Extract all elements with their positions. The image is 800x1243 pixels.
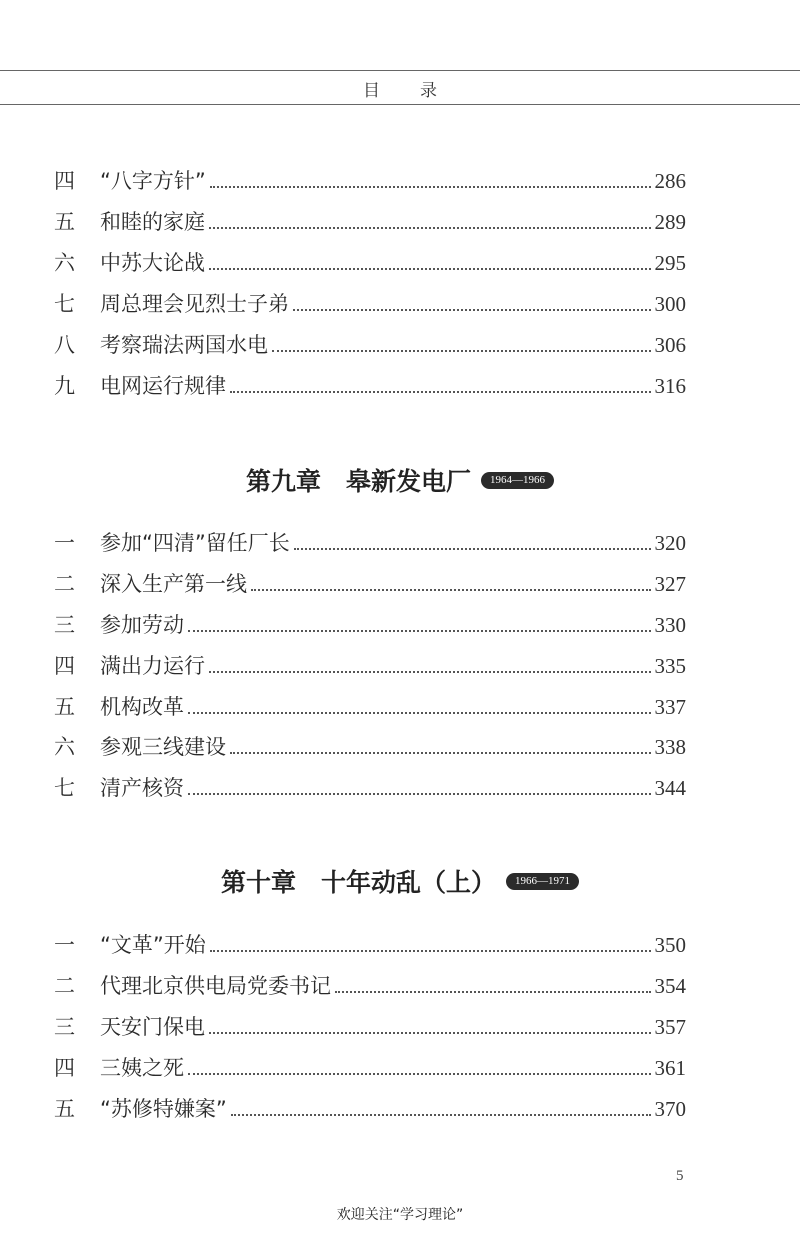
toc-entry-title: 天安门保电 bbox=[100, 1015, 205, 1039]
chapter-heading bbox=[0, 462, 800, 498]
toc-entry-page: 289 bbox=[654, 210, 686, 234]
toc-entry-number: 九 bbox=[54, 374, 75, 398]
toc-entry bbox=[54, 610, 686, 640]
toc-entry bbox=[54, 569, 686, 599]
dot-leader bbox=[188, 629, 651, 632]
dot-leader bbox=[209, 670, 651, 673]
toc-entry-title: 电网运行规律 bbox=[100, 374, 226, 398]
toc-entry-page: 338 bbox=[654, 735, 686, 759]
dot-leader bbox=[210, 185, 651, 188]
toc-entry-page: 344 bbox=[654, 776, 686, 800]
toc-entry bbox=[54, 330, 686, 360]
toc-entry-page: 316 bbox=[654, 374, 686, 398]
dot-leader bbox=[272, 349, 651, 352]
toc-entry-title: 机构改革 bbox=[100, 695, 184, 719]
dot-leader bbox=[188, 792, 651, 795]
toc-entry-page: 327 bbox=[654, 572, 686, 596]
toc-entry-page: 337 bbox=[654, 695, 686, 719]
toc-entry bbox=[54, 773, 686, 803]
toc-entry-page: 361 bbox=[654, 1056, 686, 1080]
dot-leader bbox=[231, 1113, 651, 1116]
page-header-title: 目录 bbox=[363, 81, 477, 101]
toc-entry-title: 周总理会见烈士子弟 bbox=[100, 292, 289, 316]
toc-entry bbox=[54, 166, 686, 196]
toc-entry-number: 七 bbox=[54, 292, 75, 316]
dot-leader bbox=[188, 711, 651, 714]
toc-entry-title: 考察瑞法两国水电 bbox=[100, 333, 268, 357]
toc-entry-title: 清产核资 bbox=[100, 776, 184, 800]
dot-leader bbox=[210, 949, 651, 952]
toc-entry-number: 六 bbox=[54, 251, 75, 275]
toc-entry-title: 参观三线建设 bbox=[100, 735, 226, 759]
toc-entry bbox=[54, 692, 686, 722]
toc-entry bbox=[54, 732, 686, 762]
toc-entry-number: 八 bbox=[54, 333, 75, 357]
toc-entry-page: 370 bbox=[654, 1097, 686, 1121]
toc-entry-title: 中苏大论战 bbox=[100, 251, 205, 275]
page-number: 5 bbox=[676, 1168, 684, 1184]
toc-entry-number: 四 bbox=[54, 169, 75, 193]
toc-entry-number: 二 bbox=[54, 572, 75, 596]
toc-entry bbox=[54, 371, 686, 401]
toc-entry-number: 四 bbox=[54, 654, 75, 678]
toc-entry-page: 357 bbox=[654, 1015, 686, 1039]
chapter-title: 第九章 皋新发电厂 bbox=[245, 467, 471, 496]
toc-entry-number: 三 bbox=[54, 613, 75, 637]
toc-entry-page: 335 bbox=[654, 654, 686, 678]
toc-entry bbox=[54, 207, 686, 237]
toc-entry-number: 一 bbox=[54, 531, 75, 555]
toc-entry-page: 330 bbox=[654, 613, 686, 637]
toc-entry bbox=[54, 651, 686, 681]
toc-entry bbox=[54, 930, 686, 960]
chapter-title: 第十章 十年动乱（上） bbox=[220, 868, 496, 897]
dot-leader bbox=[209, 226, 651, 229]
toc-entry-title: “苏修特嫌案” bbox=[100, 1097, 227, 1121]
toc-entry-number: 一 bbox=[54, 933, 75, 957]
toc-entry-title: 三姨之死 bbox=[100, 1056, 184, 1080]
toc-entry-page: 350 bbox=[654, 933, 686, 957]
toc-entry bbox=[54, 1012, 686, 1042]
toc-entry bbox=[54, 248, 686, 278]
chapter-years-badge: 1966—1971 bbox=[506, 873, 579, 890]
toc-entry-number: 四 bbox=[54, 1056, 75, 1080]
toc-entry-title: 深入生产第一线 bbox=[100, 572, 247, 596]
toc-entry-page: 295 bbox=[654, 251, 686, 275]
dot-leader bbox=[188, 1072, 651, 1075]
toc-entry bbox=[54, 1094, 686, 1124]
toc-entry bbox=[54, 1053, 686, 1083]
toc-entry-number: 五 bbox=[54, 210, 75, 234]
toc-entry-number: 二 bbox=[54, 974, 75, 998]
toc-entry-page: 306 bbox=[654, 333, 686, 357]
toc-entry-title: 代理北京供电局党委书记 bbox=[100, 974, 331, 998]
toc-entry bbox=[54, 971, 686, 1001]
dot-leader bbox=[209, 1031, 651, 1034]
dot-leader bbox=[294, 547, 651, 550]
toc-entry-number: 六 bbox=[54, 735, 75, 759]
dot-leader bbox=[251, 588, 651, 591]
dot-leader bbox=[335, 990, 651, 993]
toc-entry bbox=[54, 528, 686, 558]
toc-entry-title: 参加劳动 bbox=[100, 613, 184, 637]
toc-entry-number: 五 bbox=[54, 1097, 75, 1121]
header-rule-bottom bbox=[0, 104, 800, 105]
toc-entry-title: 满出力运行 bbox=[100, 654, 205, 678]
toc-entry-number: 三 bbox=[54, 1015, 75, 1039]
header-rule-top bbox=[0, 70, 800, 71]
footer-note: 欢迎关注“学习理论” bbox=[336, 1207, 464, 1223]
toc-entry-title: “八字方针” bbox=[100, 169, 206, 193]
toc-entry-title: 参加“四清”留任厂长 bbox=[100, 531, 290, 555]
toc-entry-title: “文革”开始 bbox=[100, 933, 206, 957]
dot-leader bbox=[293, 308, 651, 311]
toc-entry bbox=[54, 289, 686, 319]
toc-entry-page: 300 bbox=[654, 292, 686, 316]
dot-leader bbox=[230, 390, 651, 393]
toc-entry-page: 286 bbox=[654, 169, 686, 193]
dot-leader bbox=[230, 751, 651, 754]
toc-entry-number: 七 bbox=[54, 776, 75, 800]
toc-entry-number: 五 bbox=[54, 695, 75, 719]
toc-entry-page: 354 bbox=[654, 974, 686, 998]
dot-leader bbox=[209, 267, 651, 270]
toc-entry-title: 和睦的家庭 bbox=[100, 210, 205, 234]
chapter-heading bbox=[0, 863, 800, 899]
chapter-years-badge: 1964—1966 bbox=[481, 472, 554, 489]
toc-entry-page: 320 bbox=[654, 531, 686, 555]
